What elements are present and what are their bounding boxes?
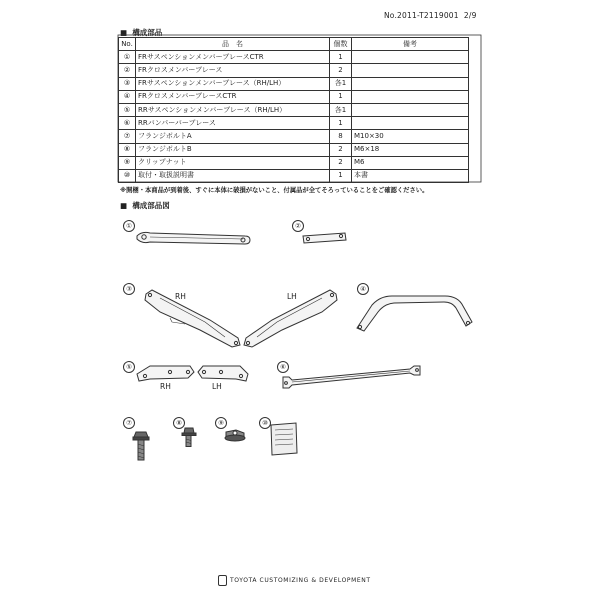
fr-suspension-member-brace-ctr-drawing xyxy=(137,232,250,244)
part-number-2: ② xyxy=(292,220,304,232)
part-number-3: ③ xyxy=(123,283,135,295)
diagram-section-title: ■ 構成部品図 xyxy=(120,201,170,210)
document-number: No.2011-T2119001 2/9 xyxy=(384,11,477,20)
part-number-8: ⑧ xyxy=(173,417,185,429)
fr-cross-member-brace-drawing xyxy=(303,233,346,243)
fr-suspension-member-brace-rh-drawing xyxy=(145,290,240,347)
confirmation-notice: ※開梱・本商品が到着後、すぐに本体に破損がないこと、付属品が全てそろっていることをご確認ください。 xyxy=(120,187,429,194)
table-row: ③ FRサスペンションメンバーブレース（RH/LH） 各1 xyxy=(119,77,469,90)
table-row: ⑤ RRサスペンションメンバーブレース（RH/LH） 各1 xyxy=(119,103,469,116)
rh-label-part5: RH xyxy=(160,382,171,391)
table-row: ⑥ RRバンパーバーブレース 1 xyxy=(119,117,469,130)
table-row: ⑦ フランジボルトA 8 M10×30 xyxy=(119,130,469,143)
rr-suspension-member-brace-rh-drawing xyxy=(137,366,194,381)
table-row: ② FRクロスメンバーブレース 2 xyxy=(119,64,469,77)
clip-nut-drawing xyxy=(225,430,245,441)
fr-suspension-member-brace-lh-drawing xyxy=(244,290,337,347)
part-number-4: ④ xyxy=(357,283,369,295)
rr-suspension-member-brace-lh-drawing xyxy=(198,366,248,381)
table-frame xyxy=(118,35,481,182)
part-number-6: ⑥ xyxy=(277,361,289,373)
part-number-10: ⑩ xyxy=(259,417,271,429)
part-number-5: ⑤ xyxy=(123,361,135,373)
table-row: ⑨ クリップナット 2 M6 xyxy=(119,156,469,169)
table-row: ⑧ フランジボルトB 2 M6×18 xyxy=(119,143,469,156)
footer-brand: TOYOTA CUSTOMIZING & DEVELOPMENT xyxy=(218,575,371,586)
col-qty-header: 個数 xyxy=(330,38,352,51)
rr-bumper-bar-brace-drawing xyxy=(283,366,420,388)
col-no-header: No. xyxy=(119,38,136,51)
table-row: ⑩ 取付・取扱説明書 1 本書 xyxy=(119,169,469,182)
part-number-9: ⑨ xyxy=(215,417,227,429)
table-row: ① FRサスペンションメンバーブレースCTR 1 xyxy=(119,51,469,64)
col-note-header: 備考 xyxy=(352,38,469,51)
rh-label-part3: RH xyxy=(175,292,186,301)
parts-section-title: ■ 構成部品 xyxy=(120,28,163,37)
table-row: ④ FRクロスメンバーブレースCTR 1 xyxy=(119,90,469,103)
lh-label-part5: LH xyxy=(212,382,222,391)
lh-label-part3: LH xyxy=(287,292,297,301)
flange-bolt-b-drawing xyxy=(182,428,196,447)
part-number-7: ⑦ xyxy=(123,417,135,429)
col-name-header: 品 名 xyxy=(136,38,330,51)
part-number-1: ① xyxy=(123,220,135,232)
fr-cross-member-brace-ctr-drawing xyxy=(357,296,472,331)
instruction-manual-drawing xyxy=(271,423,297,455)
flange-bolt-a-drawing xyxy=(133,432,149,460)
tcd-logo-icon xyxy=(218,575,227,586)
